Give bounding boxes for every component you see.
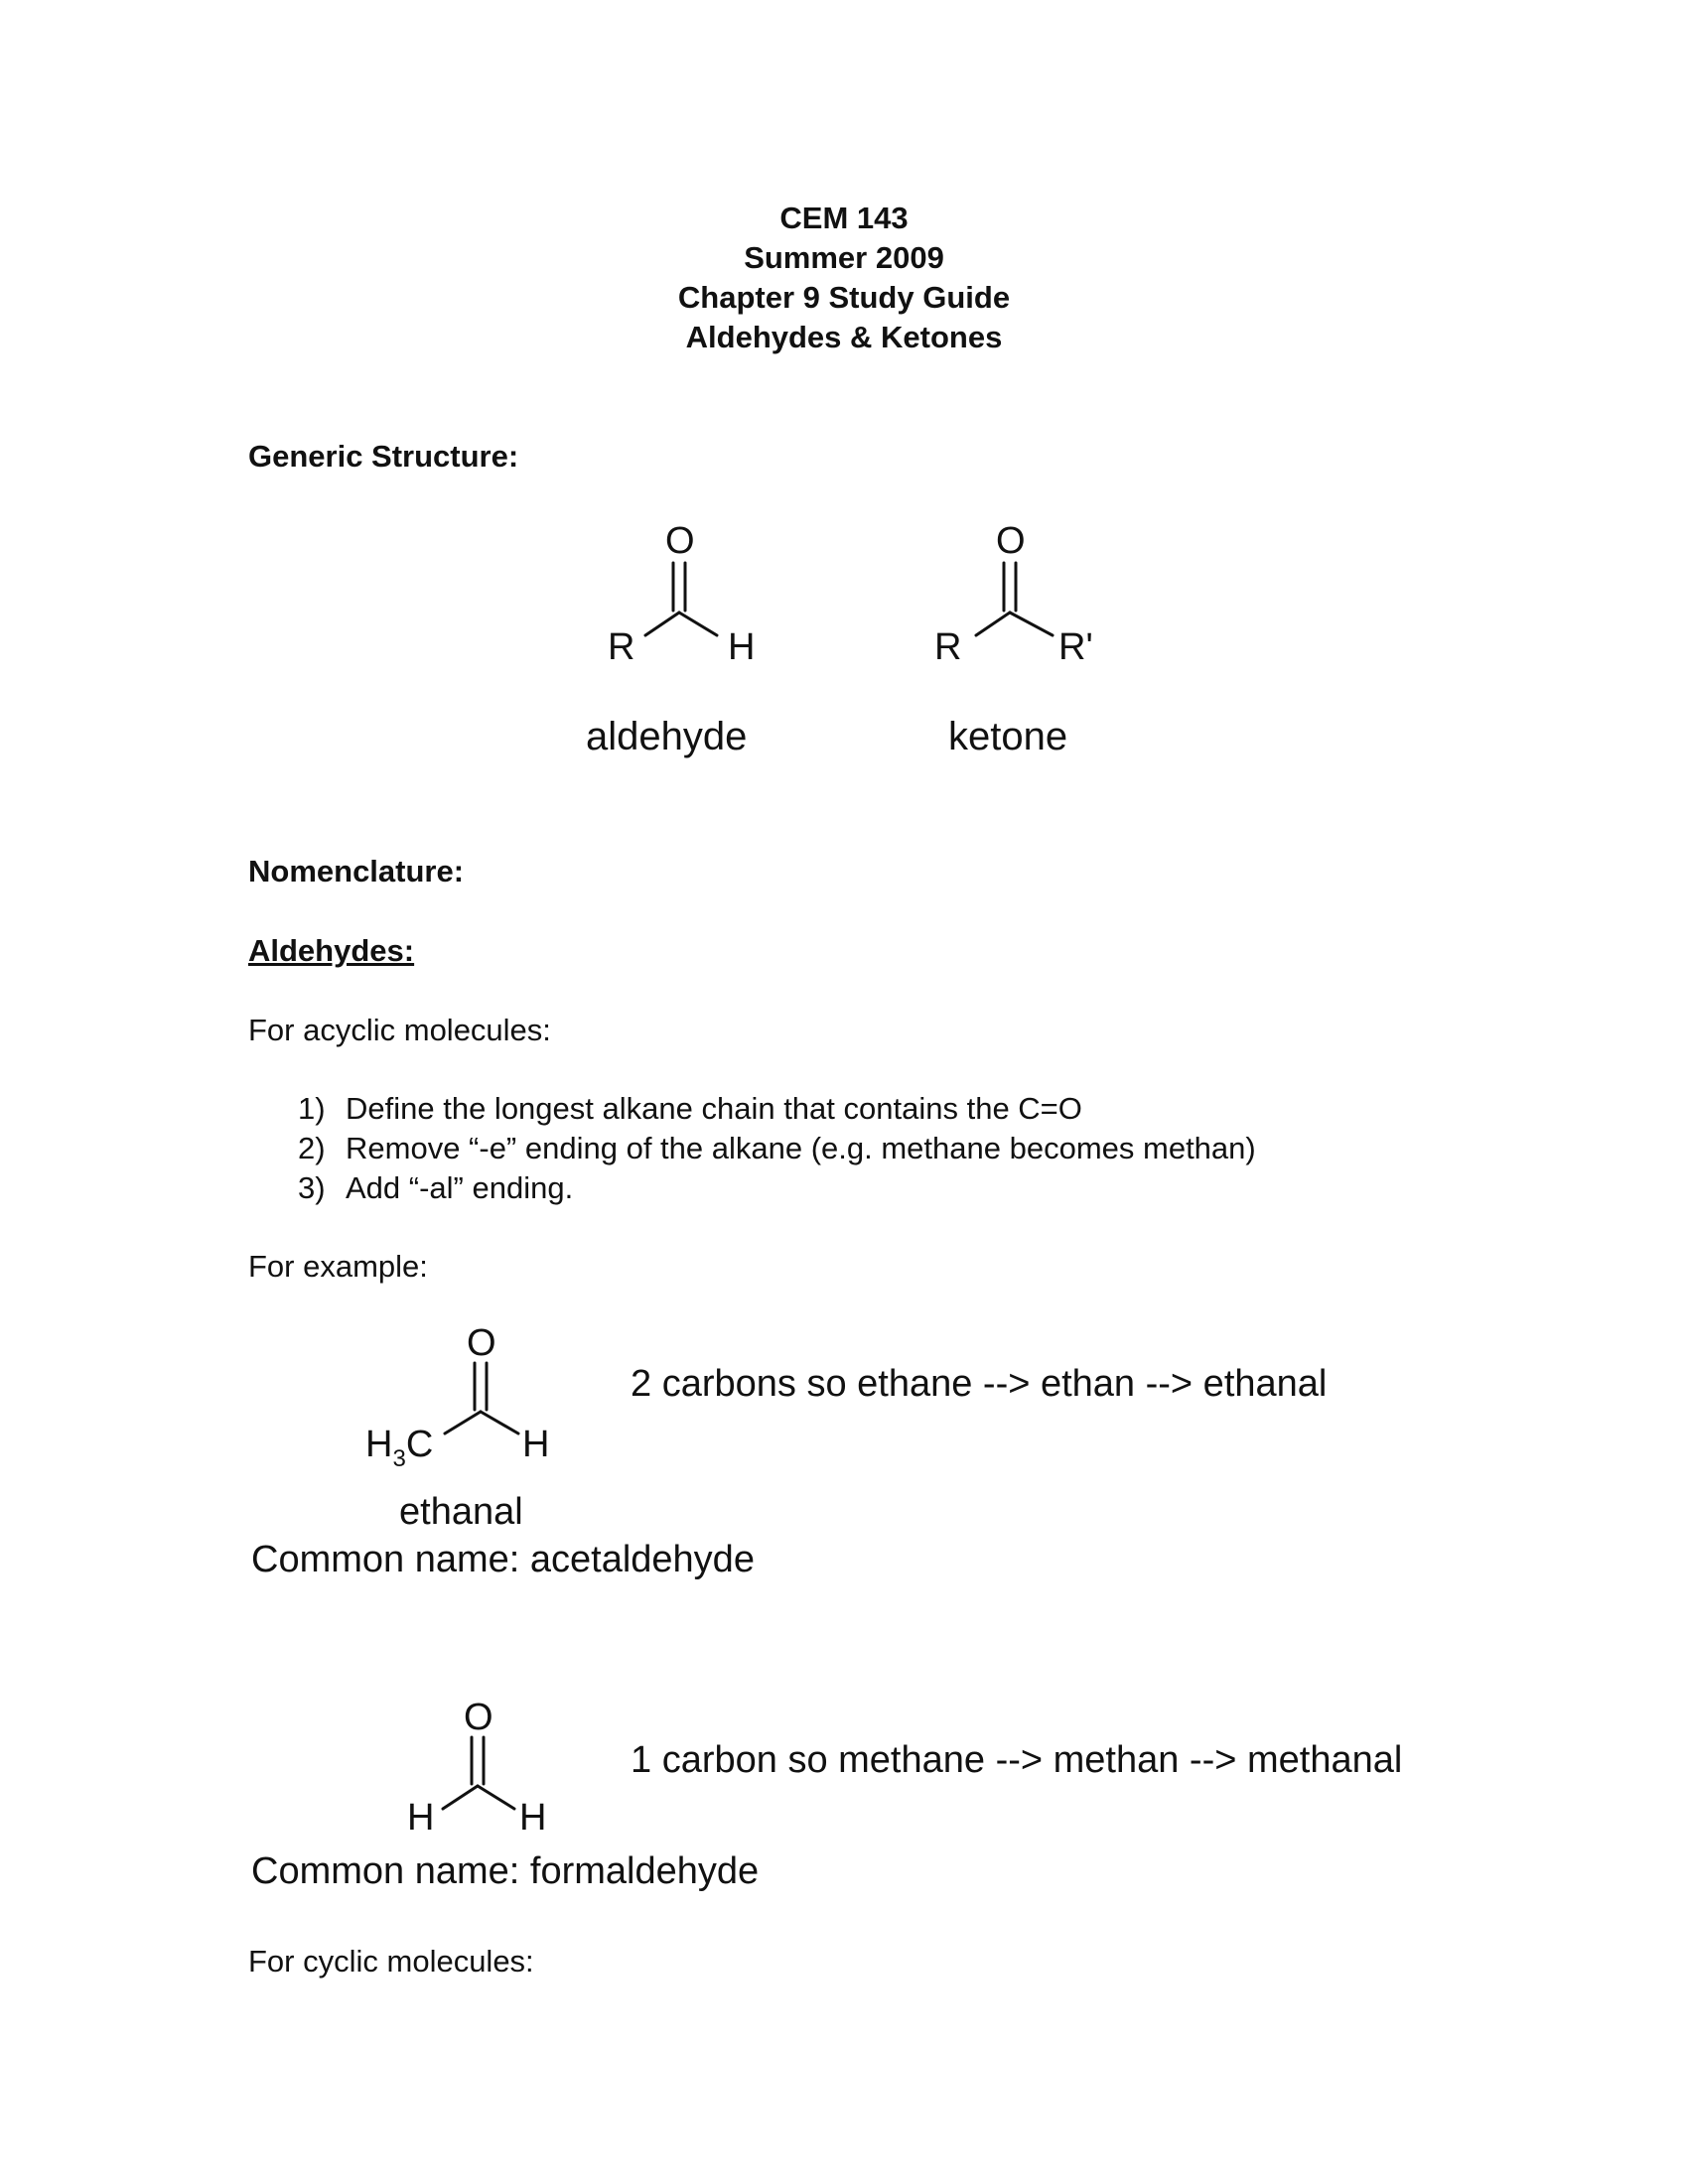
- step-text: Add “-al” ending.: [346, 1170, 574, 1205]
- step-text: Remove “-e” ending of the alkane (e.g. methane becomes methan): [346, 1131, 1256, 1165]
- ketone-r2-bond: [1010, 613, 1053, 635]
- nomenclature-heading: Nomenclature:: [248, 854, 465, 888]
- ethanal-common-name: Common name: acetaldehyde: [251, 1539, 755, 1580]
- naming-steps-list: [298, 1089, 1256, 1208]
- generic-structure-heading: Generic Structure:: [248, 439, 519, 474]
- chapter-title: Chapter 9 Study Guide: [677, 280, 1011, 315]
- ethanal-ch3-bond: [445, 1412, 481, 1433]
- ethanal-description: 2 carbons so ethane --> ethan --> ethanal: [631, 1363, 1328, 1405]
- example-intro: For example:: [248, 1249, 428, 1284]
- methanal-description: 1 carbon so methane --> methan --> methanal: [631, 1739, 1403, 1781]
- ethanal-h-bond: [481, 1412, 518, 1433]
- methanal-hydrogen-left: H: [407, 1797, 435, 1839]
- aldehyde-label: aldehyde: [586, 715, 748, 758]
- aldehyde-oxygen: O: [665, 520, 695, 562]
- ketone-r-prime-group: R': [1058, 626, 1093, 668]
- methanal-common-name: Common name: formaldehyde: [251, 1850, 760, 1892]
- ketone-r-group: R: [934, 626, 962, 668]
- topic-title: Aldehydes & Ketones: [685, 320, 1003, 354]
- ethanal-methyl-c: C: [405, 1424, 434, 1465]
- ethanal-hydrogen: H: [522, 1424, 550, 1465]
- step-number: 3): [298, 1170, 326, 1205]
- course-title: CEM 143: [779, 201, 909, 235]
- aldehyde-h-bond: [679, 613, 717, 635]
- list-item: [298, 1089, 1256, 1129]
- ethanal-name: ethanal: [399, 1491, 523, 1533]
- ethanal-methyl-group: [365, 1424, 434, 1472]
- cyclic-intro: For cyclic molecules:: [248, 1944, 534, 1979]
- step-number: 1): [298, 1091, 326, 1126]
- list-item: [298, 1168, 1256, 1208]
- ethanal-oxygen: O: [467, 1322, 496, 1364]
- term-title: Summer 2009: [744, 240, 944, 275]
- methanal-h-left-bond: [443, 1786, 478, 1809]
- methanal-oxygen: O: [464, 1697, 493, 1738]
- ethanal-methyl-h: H: [365, 1424, 393, 1465]
- methanal-h-right-bond: [478, 1786, 514, 1809]
- aldehyde-r-bond: [645, 613, 679, 635]
- ketone-oxygen: O: [996, 520, 1026, 562]
- step-text: Define the longest alkane chain that contains the C=O: [346, 1091, 1082, 1126]
- methanal-hydrogen-right: H: [519, 1797, 547, 1839]
- list-item: [298, 1129, 1256, 1168]
- aldehyde-r-group: R: [608, 626, 635, 668]
- aldehyde-hydrogen: H: [728, 626, 756, 668]
- step-number: 2): [298, 1131, 326, 1165]
- acyclic-intro: For acyclic molecules:: [248, 1013, 551, 1047]
- ketone-r-bond: [976, 613, 1010, 635]
- ethanal-methyl-subscript: 3: [392, 1445, 406, 1472]
- ketone-label: ketone: [948, 715, 1068, 758]
- aldehydes-heading: Aldehydes:: [248, 933, 415, 968]
